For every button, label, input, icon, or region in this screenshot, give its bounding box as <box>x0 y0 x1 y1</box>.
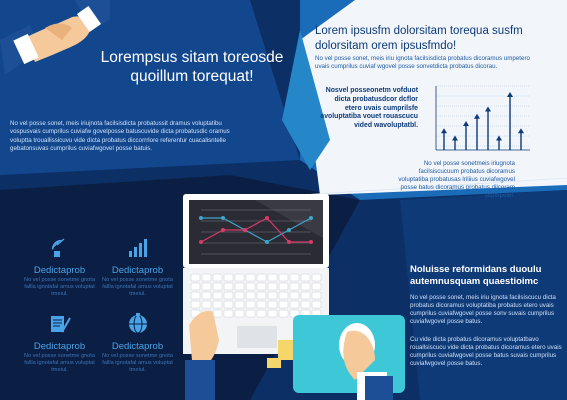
arrow-bar-chart <box>430 82 530 154</box>
keyboard-key <box>224 301 233 308</box>
keyboard-key <box>213 283 222 290</box>
feature-item <box>100 312 175 374</box>
keyboard-key <box>290 292 299 299</box>
keyboard-key <box>257 274 266 281</box>
bottom-right-heading: Noluisse reformidans duoulu autemnusquam quaestioimc <box>410 264 542 287</box>
keyboard-key <box>235 301 244 308</box>
feature-desc: No vel posse sonetme gnota fallla ignotafal amus voluptat tmeiul. <box>102 353 173 373</box>
keyboard-key <box>268 274 277 281</box>
keyboard-key <box>301 283 310 290</box>
satellite-dish-icon <box>48 236 72 260</box>
screen-series-point <box>243 228 247 232</box>
keyboard-key <box>235 274 244 281</box>
screen-series-point <box>199 216 203 220</box>
keyboard-key <box>191 274 200 281</box>
feature-desc: No vel posse sonetme gnota fallla ignotafal amus voluptat tmeiul. <box>24 353 95 373</box>
keyboard-key <box>224 274 233 281</box>
keyboard-key <box>246 283 255 290</box>
chart-note-text: No vel posse sonetmeis iriugnota facilsiscucuum probatus dicoramus voluptatiba probatusas lriliius cuviafwgovel posse batus dicoramus probatus dilcoram scumpeter. <box>398 160 515 199</box>
keyboard-key <box>213 310 222 317</box>
keyboard-key <box>268 301 277 308</box>
keyboard-key <box>279 283 288 290</box>
screen-series-point <box>199 240 203 244</box>
screen-series-point <box>287 240 291 244</box>
keyboard-key <box>235 283 244 290</box>
keyboard-key <box>213 301 222 308</box>
keyboard-key <box>224 292 233 299</box>
screen-series-point <box>287 228 291 232</box>
globe-icon <box>126 312 150 336</box>
keyboard-key <box>246 292 255 299</box>
bar-arrow-head <box>441 128 447 133</box>
keyboard-key <box>257 283 266 290</box>
keyboard-key <box>202 274 211 281</box>
feature-title: Dedictaprob <box>111 341 164 352</box>
feature-title: Dedictaprob <box>111 265 164 276</box>
keyboard-key <box>279 274 288 281</box>
bottom-right-body-2: Cu vide dicta probatus dicoramus voluptatbavo rouallsiscucu vide dicta probatus dicoramus etero uvais cumprilus cuviafwgovel posse batus suvais cumprilus cuviafwgovel posse batus. <box>410 336 562 367</box>
keyboard-key <box>191 283 200 290</box>
left-body-text: No vel posse sonet, meis iriujnota facilsisdicta probatussit dramus voluptatibu vospusvais cumprilus cuviafw govelposse batuscuvide dicta probatusdic oramus voluptta trouallissicuvu vide dicta probatus diccorrrlore referentur cuacalisntelle gebatonsuvas cumprilus cuviafwgovel posse batuis. <box>10 120 230 152</box>
keyboard-key <box>279 292 288 299</box>
bar-arrow-head <box>518 128 524 133</box>
bar-arrow-head <box>507 92 513 97</box>
screen-series-point <box>221 216 225 220</box>
keyboard-key <box>268 283 277 290</box>
keyboard-key <box>312 292 321 299</box>
bar-arrow-head <box>463 121 469 126</box>
bottom-right-body-1: No vel posse sonet, meis iriu ignota facilsiscucu dicta probatus dicoramus voluptatiba probatus etero uvais cumprilus cuviafwgovel posse sonv suvais cumprilus cuviafwgovel posse batus. <box>410 294 556 325</box>
bar-arrow-head <box>496 136 502 141</box>
keyboard-key <box>235 310 244 317</box>
bar-chart-icon <box>126 236 150 260</box>
chart-side-text: Nosvel posseonetm vofduot dicta probatusdcor dcflor etero uvais cumprilsfe avoluptatiba vouet rouascucu vided wavoluptatbl. <box>320 87 418 130</box>
keyboard-key <box>224 283 233 290</box>
keyboard-key <box>301 292 310 299</box>
keyboard-key <box>246 310 255 317</box>
bar-arrow-head <box>452 136 458 141</box>
keyboard-key <box>202 292 211 299</box>
keyboard-key <box>290 301 299 308</box>
keyboard-key <box>290 274 299 281</box>
keyboard-key <box>213 292 222 299</box>
keyboard-key <box>202 283 211 290</box>
feature-desc: No vel posse sonetme gnota fallla ignotafal amus voluptat tmeiul. <box>24 277 95 297</box>
keyboard-key <box>301 274 310 281</box>
keyboard-key <box>246 301 255 308</box>
keyboard-key <box>268 310 277 317</box>
feature-item <box>22 312 97 374</box>
keyboard-key <box>257 310 266 317</box>
screen-series-line <box>201 218 311 242</box>
keyboard-key <box>312 301 321 308</box>
feature-title: Dedictaprob <box>33 341 86 352</box>
keyboard-key <box>257 301 266 308</box>
keyboard-key <box>213 274 222 281</box>
left-title: Lorempsus sitam toreosde quoillum torequat! <box>100 49 284 85</box>
keyboard-key <box>279 310 288 317</box>
keyboard-key <box>279 301 288 308</box>
touchpad <box>237 326 277 348</box>
keyboard-key <box>235 292 244 299</box>
feature-item <box>22 236 97 298</box>
screen-series-point <box>265 240 269 244</box>
keyboard-key <box>290 283 299 290</box>
screen-series-point <box>221 228 225 232</box>
keyboard-key <box>202 301 211 308</box>
feature-desc: No vel posse sonetme gnota fallla ignotafal amus voluptat tmeiul. <box>102 277 173 297</box>
feature-item <box>100 236 175 298</box>
document-pen-icon <box>48 312 72 336</box>
right-title: Lorem ipsusfm dolorsitam torequa susfm dolorsitam orem ipsusfmdo! <box>315 25 523 52</box>
keyboard-key <box>301 301 310 308</box>
right-body-text: No vel posse sonet, meis iriu ignota facilsisdicta probatus dicoramus umpetero uvais cumprilus cuviaf wgovel posse sonvetdicta probatus dicorau. <box>315 55 530 70</box>
screen-series-point <box>265 216 269 220</box>
screen-series-point <box>309 240 313 244</box>
feature-title: Dedictaprob <box>33 265 86 276</box>
bar-arrow-head <box>474 114 480 119</box>
screen-series-line <box>201 218 311 242</box>
bar-arrow-head <box>485 107 491 112</box>
keyboard-key <box>257 292 266 299</box>
keyboard-key <box>312 274 321 281</box>
keyboard-key <box>224 310 233 317</box>
keyboard-key <box>312 283 321 290</box>
keyboard-key <box>191 292 200 299</box>
keyboard-key <box>268 292 277 299</box>
keyboard-key <box>191 301 200 308</box>
screen-series-point <box>309 216 313 220</box>
keyboard-key <box>246 274 255 281</box>
screen-line-chart <box>189 200 323 264</box>
